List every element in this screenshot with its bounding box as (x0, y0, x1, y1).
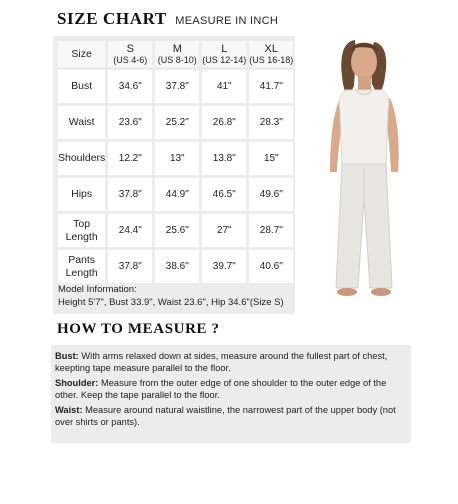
table-row (58, 214, 293, 247)
row-label: Bust (58, 70, 105, 103)
table-cell: 28.7" (249, 214, 293, 247)
size-header-row (58, 41, 293, 67)
table-cell: 38.6" (155, 250, 199, 283)
table-cell: 26.8" (202, 106, 246, 139)
row-label: Shoulders (58, 142, 105, 175)
table-cell: 25.2" (155, 106, 199, 139)
instruction-term: Shoulder: (55, 378, 99, 388)
size-col-xl (249, 41, 293, 67)
table-row (58, 250, 293, 283)
instruction-shoulder (55, 378, 405, 401)
instruction-text: With arms relaxed down at sides, measure around the fullest part of chest, keepting tape measure parallel to the floor. (55, 351, 388, 373)
size-col-s (108, 41, 152, 67)
row-label: Pants Length (58, 250, 105, 283)
instruction-text: Measure from the outer edge of one shoulder to the outer edge of the other. Keep the tape parallel to the floor. (55, 378, 387, 400)
instruction-text: Measure around natural waistline, the narrowest part of the upper body (not over shirts or pants). (55, 405, 396, 427)
size-us: (US 12-14) (202, 55, 247, 66)
instruction-term: Waist: (55, 405, 83, 415)
instruction-bust (55, 351, 405, 374)
table-cell: 39.7" (202, 250, 246, 283)
size-col-m (155, 41, 199, 67)
table-cell: 15" (249, 142, 293, 175)
table-row (58, 142, 293, 175)
row-label: Hips (58, 178, 105, 211)
size-name: S (126, 42, 134, 55)
size-name: L (221, 42, 228, 55)
title-main: SIZE CHART (57, 9, 167, 28)
table-cell: 34.6" (108, 70, 152, 103)
size-table (55, 38, 296, 286)
table-cell: 37.8" (155, 70, 199, 103)
table-row (58, 70, 293, 103)
table-cell: 44.9" (155, 178, 199, 211)
table-cell: 37.8" (108, 250, 152, 283)
instructions-box (51, 345, 411, 443)
size-us: (US 16-18) (249, 55, 294, 66)
table-cell: 25.6" (155, 214, 199, 247)
table-cell: 49.6" (249, 178, 293, 211)
size-us: (US 4-6) (113, 55, 148, 66)
table-cell: 28.3" (249, 106, 293, 139)
title-sub: MEASURE IN INCH (175, 15, 279, 27)
instruction-waist (55, 405, 405, 428)
table-cell: 27" (202, 214, 246, 247)
table-cell: 13" (155, 142, 199, 175)
instruction-term: Bust: (55, 351, 79, 361)
model-photo-icon (302, 36, 438, 306)
row-label: Waist (58, 106, 105, 139)
table-cell: 24.4" (108, 214, 152, 247)
model-info-details: Height 5'7", Bust 33.9", Waist 23.6", Hip 34.6"(Size S) (58, 297, 284, 308)
table-cell: 46.5" (202, 178, 246, 211)
table-cell: 40.6" (249, 250, 293, 283)
size-name: M (172, 42, 182, 55)
table-cell: 23.6" (108, 106, 152, 139)
table-cell: 12.2" (108, 142, 152, 175)
size-col-l (202, 41, 246, 67)
row-label: Top Length (58, 214, 105, 247)
corner-cell: Size (58, 41, 105, 67)
how-to-measure-title: HOW TO MEASURE ? (57, 321, 220, 337)
size-us: (US 8-10) (157, 55, 197, 66)
table-row (58, 178, 293, 211)
table-cell: 41.7" (249, 70, 293, 103)
table-cell: 13.8" (202, 142, 246, 175)
model-info-heading: Model Information: (58, 284, 137, 295)
size-chart-title (57, 9, 278, 29)
model-information (58, 283, 284, 309)
table-cell: 37.8" (108, 178, 152, 211)
size-name: XL (264, 42, 279, 55)
table-cell: 41" (202, 70, 246, 103)
table-row (58, 106, 293, 139)
